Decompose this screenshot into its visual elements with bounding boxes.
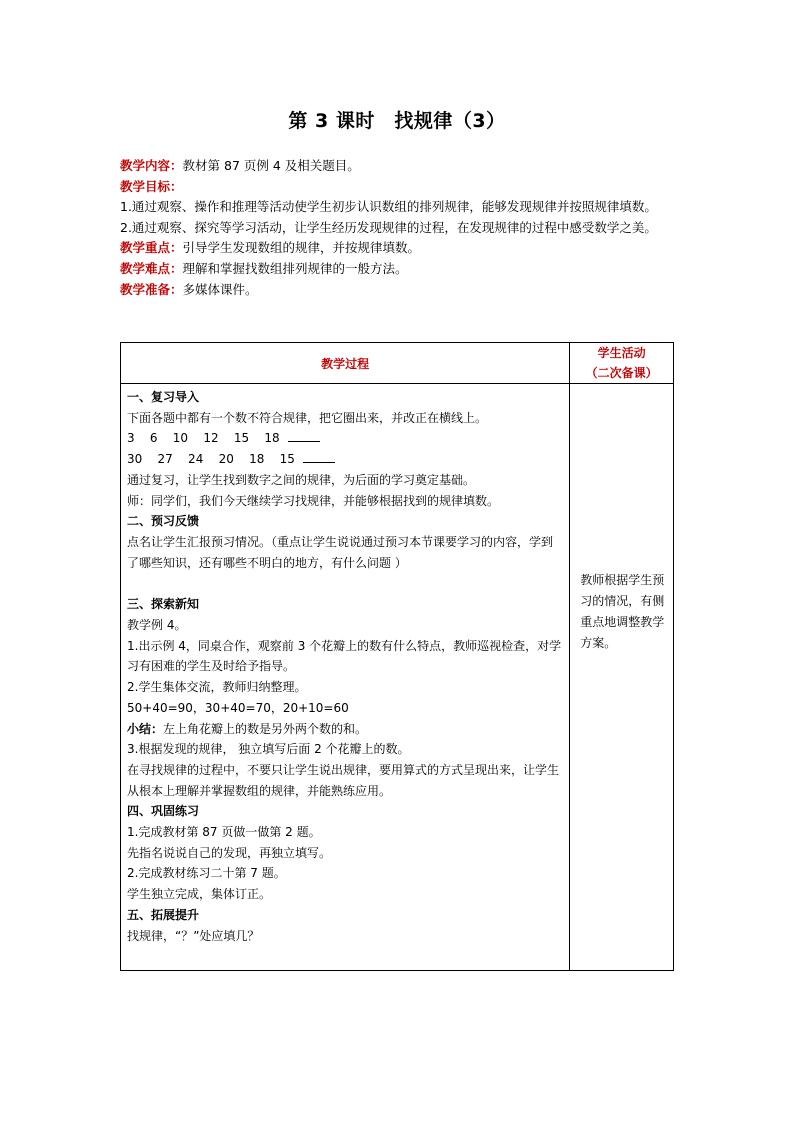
sequence-2 <box>127 449 563 470</box>
activity-header <box>570 343 674 384</box>
sequence-1 <box>127 428 563 449</box>
section-3-title: 三、探索新知 <box>127 597 200 612</box>
section-4-line-1: 1.完成教材第 87 页做一做第 2 题。 <box>127 825 321 840</box>
content-label: 教学内容： <box>120 158 183 173</box>
section-4-title: 四、巩固练习 <box>127 804 200 819</box>
section-1-line-3: 师：同学们，我们今天继续学习找规律，并能够根据找到的规律填数。 <box>127 493 500 508</box>
prep-text: 多媒体课件。 <box>182 281 258 297</box>
key-line <box>120 238 680 259</box>
section-4-line-2: 先指名说说自己的发现，再独立填写。 <box>127 845 332 860</box>
summary-label: 小结： <box>127 721 164 736</box>
section-2-title: 二、预习反馈 <box>127 514 200 529</box>
process-header: 教学过程 <box>121 343 570 384</box>
section-5-line-1: 找规律，“？”处应填几？ <box>127 928 260 943</box>
section-4-line-3: 2.完成教材练习二十第 7 题。 <box>127 866 286 881</box>
goal-2: 2.通过观察、探究等学习活动，让学生经历发现规律的过程，在发现规律的过程中感受数学之美。 <box>120 219 657 235</box>
difficulty-label: 教学难点： <box>120 260 183 276</box>
page-title: 第 3 课时 找规律（3） <box>288 110 506 132</box>
prep-label: 教学准备： <box>120 281 183 297</box>
difficulty-line <box>120 259 680 280</box>
side-note: 教师根据学生预习的情况，有侧重点地调整教学方案。 <box>580 573 665 650</box>
section-1-title: 一、复习导入 <box>127 390 200 404</box>
section-3-line-2: 1.出示例 4，同桌合作，观察前 3 个花瓣上的数有什么特点，教师巡视检查，对学习有困难的学生及时给予指导。 <box>127 638 562 674</box>
key-text: 引导学生发现数组的规律，并按规律填数。 <box>182 240 421 256</box>
section-3-line-4: 50+40=90，30+40=70，20+10=60 <box>127 700 349 715</box>
summary-text: 左上角花瓣上的数是另外两个数的和。 <box>163 721 368 736</box>
key-label: 教学重点： <box>120 240 183 256</box>
section-5-title: 五、拓展提升 <box>127 907 200 922</box>
section-3-line-1: 教学例 4。 <box>127 618 187 633</box>
spacer <box>127 573 563 594</box>
content-text: 教材第 87 页例 4 及相关题目。 <box>182 158 360 173</box>
activity-header-line2: （二次备课） <box>585 366 658 380</box>
prep-line <box>120 280 680 301</box>
process-cell <box>121 384 570 971</box>
lesson-table <box>120 342 674 971</box>
summary-line <box>127 719 563 740</box>
sequence-1-numbers: 3 6 10 12 15 18 <box>127 431 280 446</box>
goal-1: 1.通过观察、操作和推理等活动使学生初步认识数组的排列规律，能够发现规律并按照规律填数。 <box>120 199 657 215</box>
section-3-line-3: 2.学生集体交流，教师归纳整理。 <box>127 680 307 695</box>
section-4-line-4: 学生独立完成，集体订正。 <box>127 887 272 902</box>
difficulty-text: 理解和掌握找数组排列规律的一般方法。 <box>182 260 408 276</box>
activity-header-line1: 学生活动 <box>597 346 646 360</box>
section-3-line-6: 在寻找规律的过程中，不要只让学生说出规律，要用算式的方式呈现出来，让学生从根本上理解并掌握数组的规律，并能熟练应用。 <box>127 762 560 798</box>
answer-blank-2[interactable] <box>303 450 335 463</box>
goal-line <box>120 177 680 198</box>
goal-label: 教学目标： <box>120 178 183 194</box>
section-2-line-1: 点名让学生汇报预习情况。（重点让学生说说通过预习本节课要学习的内容，学到了哪些知识，还有哪些不明白的地方，有什么问题 ） <box>127 534 554 570</box>
lesson-meta <box>120 156 680 300</box>
section-3-line-5: 3.根据发现的规律， 独立填写后面 2 个花瓣上的数。 <box>127 742 410 757</box>
sequence-2-numbers: 30 27 24 20 18 15 <box>127 452 295 467</box>
section-1-line-2: 通过复习，让学生找到数字之间的规律，为后面的学习奠定基础。 <box>127 472 476 487</box>
section-1-line-1: 下面各题中都有一个数不符合规律，把它圈出来，并改正在横线上。 <box>127 410 488 425</box>
content-line <box>120 156 680 177</box>
answer-blank-1[interactable] <box>288 429 320 442</box>
activity-cell <box>570 384 674 971</box>
